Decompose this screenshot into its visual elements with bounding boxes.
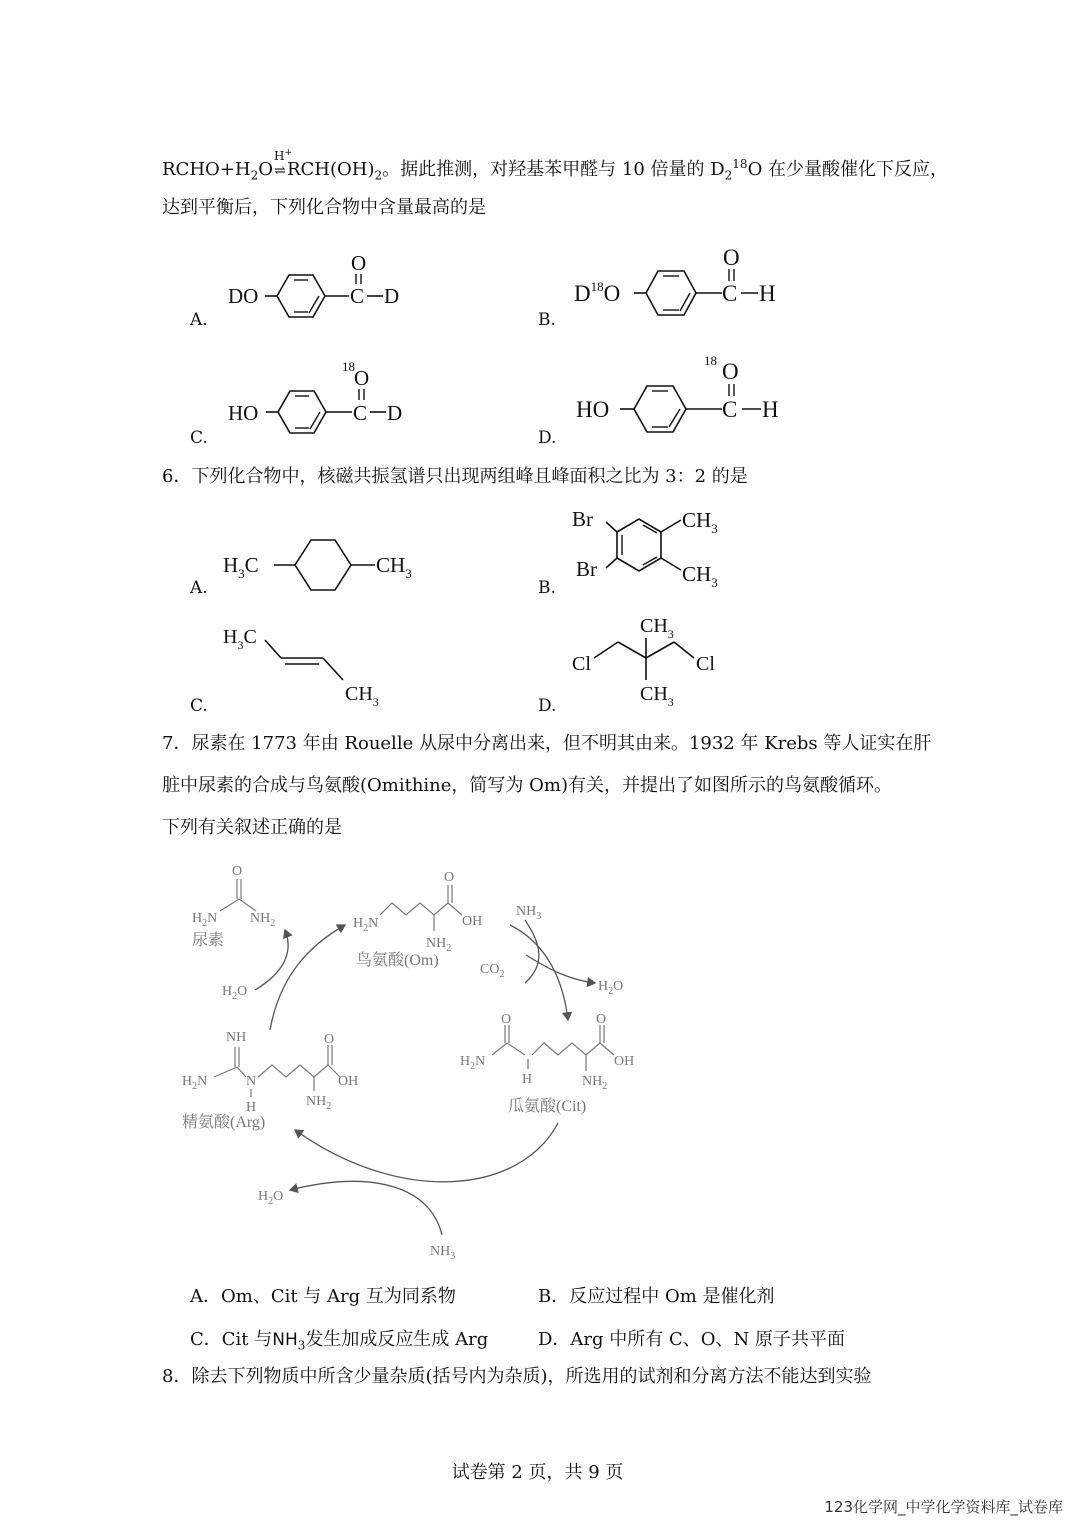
q7c-pre: C．Cit 与 [190, 1329, 273, 1350]
q5-option-d-label: D. [538, 428, 557, 448]
q6-option-d-structure [570, 612, 740, 712]
svg-text:O: O [444, 870, 455, 885]
equilibrium-arrow: H+ ⇌ [273, 148, 292, 179]
svg-text:H: H [246, 1100, 257, 1115]
q6d-ch3-top: $CH_3$ [640, 615, 674, 641]
q5-option-d-structure [576, 348, 796, 443]
q6-option-b-structure [570, 502, 740, 597]
svg-text:OH: OH [338, 1074, 359, 1089]
q6a-h3c: $H_3C$ [223, 553, 259, 581]
q6d-ch3-bottom: $CH_3$ [640, 683, 674, 709]
urea-name: 尿素 [192, 932, 225, 949]
b-left-d: $D^{18}O$ [574, 279, 621, 306]
arginine-name: 精氨酸(Arg) [182, 1114, 266, 1131]
q6-option-b-label: B. [538, 578, 556, 598]
citrulline-name: 瓜氨酸(Cit) [508, 1098, 587, 1115]
svg-text:H2N: $H_2N$ [353, 916, 379, 934]
c-isotope-18: 18 [342, 359, 355, 374]
q6b-ch3-bottom: $CH_3$ [682, 562, 718, 590]
urea-structure [192, 864, 275, 949]
svg-text:OH: OH [614, 1054, 635, 1069]
eq-sub3: 2 [724, 168, 733, 183]
h2o-label-1: $H_2O$ [222, 984, 248, 1002]
q5-option-a-structure [225, 250, 415, 330]
eq-end: O 在少量酸催化下反应， [747, 159, 949, 180]
q5-line2: 达到平衡后，下列化合物中含量最高的是 [162, 197, 486, 218]
q5-option-b-label: B. [538, 310, 556, 330]
citrulline-structure [460, 1012, 634, 1115]
h2o-label-2: $H_2O$ [598, 979, 624, 997]
svg-text:NH2: $NH_2$ [582, 1074, 608, 1092]
svg-text:H2N: $H_2N$ [460, 1054, 486, 1072]
q7-option-a[interactable]: A．Om、Cit 与 Arg 互为同系物 [190, 1286, 456, 1307]
d-carbonyl-o: O [722, 359, 739, 384]
q8-stem: 8．除去下列物质中所含少量杂质(括号内为杂质)，所选用的试剂和分离方法不能达到实验 [162, 1366, 872, 1387]
q6d-cl-left: Cl [572, 653, 591, 675]
svg-text:H2N: $H_2N$ [192, 911, 218, 929]
q7-line3: 下列有关叙述正确的是 [162, 817, 342, 838]
svg-text:NH2: $NH_2$ [426, 936, 452, 954]
c-carbonyl-o: O [354, 366, 370, 390]
q6b-br-top: Br [572, 507, 593, 531]
c-left-group: HO [228, 401, 259, 425]
svg-text:O: O [324, 1032, 335, 1047]
svg-text:NH2: $NH_2$ [250, 911, 276, 929]
eq-sub2: 2 [374, 168, 383, 183]
eq-right: RCH(OH) [286, 159, 375, 180]
q7-line2: 脏中尿素的合成与鸟氨酸(Omithine，简写为 Om)有关，并提出了如图所示的鸟氨酸循环。 [162, 775, 892, 796]
eq-sub1: 2 [250, 168, 259, 183]
q6-option-a-structure [223, 530, 433, 600]
q6-option-d-label: D. [538, 696, 557, 716]
ornithine-structure [353, 870, 482, 969]
c-right-group: D [387, 401, 403, 425]
b-carbonyl-o: O [723, 245, 740, 270]
ornithine-name: 鸟氨酸(Om) [356, 952, 439, 969]
eq-sup: 18 [732, 157, 748, 171]
svg-text:H: H [522, 1072, 533, 1087]
q6b-br-bottom: Br [576, 557, 597, 581]
eq-o: O [258, 159, 273, 180]
co2-label: $CO_2$ [480, 962, 505, 980]
q5-option-c-structure [226, 355, 426, 445]
q5-equation-line [162, 148, 949, 187]
a-right-group: D [384, 284, 400, 308]
arrow-arg-to-om [270, 925, 345, 1030]
q6b-ch3-top: $CH_3$ [682, 508, 718, 536]
arrow-cit-to-arg [295, 1123, 558, 1182]
b-carbonyl-c: C [722, 281, 738, 306]
svg-text:O: O [232, 864, 243, 879]
nh3-label-2: $NH_3$ [430, 1244, 456, 1262]
q7-option-b[interactable]: B．反应过程中 Om 是催化剂 [538, 1286, 775, 1307]
d-carbonyl-c: C [722, 397, 738, 422]
q6-stem: 6．下列化合物中，核磁共振氢谱只出现两组峰且峰面积之比为 3：2 的是 [162, 466, 748, 487]
d-right-group: H [762, 397, 779, 422]
q7-line1: 7．尿素在 1773 年由 Rouelle 从尿中分离出来，但不明其由来。1932 年 Krebs 等人证实在肝 [162, 733, 932, 754]
q5-option-b-structure [572, 245, 792, 325]
a-carbonyl-o: O [351, 251, 367, 275]
q5-option-a-label: A. [190, 310, 208, 330]
svg-text:NH: NH [226, 1030, 247, 1045]
d-left-group: HO [576, 397, 610, 422]
eq-catalyst: H [273, 149, 285, 163]
svg-text:N: N [246, 1074, 257, 1089]
svg-text:NH2: $NH_2$ [306, 1094, 332, 1112]
d-isotope-18: 18 [704, 353, 717, 368]
q6-option-c-label: C. [190, 696, 208, 716]
ornithine-cycle-diagram [170, 855, 670, 1265]
h2o-label-3: $H_2O$ [258, 1189, 284, 1207]
svg-text:O: O [501, 1012, 512, 1027]
q6a-ch3: $CH_3$ [376, 553, 412, 581]
a-left-group: DO [228, 284, 259, 308]
watermark: 123化学网_中学化学资料库_试卷库 [824, 1498, 1063, 1516]
q7c-sub: 3 [297, 1338, 306, 1353]
q6d-cl-right: Cl [696, 653, 715, 675]
eq-tail: 。据此推测，对羟基苯甲醛与 10 倍量的 D [382, 159, 725, 180]
svg-text:H2N: $H_2N$ [182, 1074, 208, 1092]
eq-left: RCHO+H [162, 159, 251, 180]
svg-text:O: O [596, 1012, 607, 1027]
q6-option-a-label: A. [190, 578, 208, 598]
arrow-nh3-in-h2o-out [290, 1181, 442, 1235]
arrow-nh3-co2-in [525, 920, 539, 983]
q7c-nh: NH [272, 1330, 298, 1350]
svg-text:OH: OH [462, 914, 483, 929]
eq-plus: + [284, 148, 292, 158]
q6-option-c-structure [223, 620, 403, 715]
page-footer: 试卷第 2 页，共 9 页 [451, 1462, 624, 1483]
q7-option-d[interactable]: D．Arg 中所有 C、O、N 原子共平面 [538, 1329, 846, 1350]
c-carbonyl-c: C [353, 401, 368, 425]
q7c-post: 发生加成反应生成 Arg [305, 1329, 489, 1350]
q7-option-c[interactable] [190, 1325, 488, 1353]
b-right-group: H [759, 281, 776, 306]
nh3-label-1: $NH_3$ [516, 904, 542, 922]
q6c-h3c: $H_3C$ [223, 626, 257, 652]
a-carbonyl-c: C [350, 284, 365, 308]
q5-option-c-label: C. [190, 428, 208, 448]
q6c-ch3: $CH_3$ [345, 683, 379, 709]
arginine-structure [182, 1030, 358, 1131]
arrow-h2o-to-urea [255, 930, 288, 990]
